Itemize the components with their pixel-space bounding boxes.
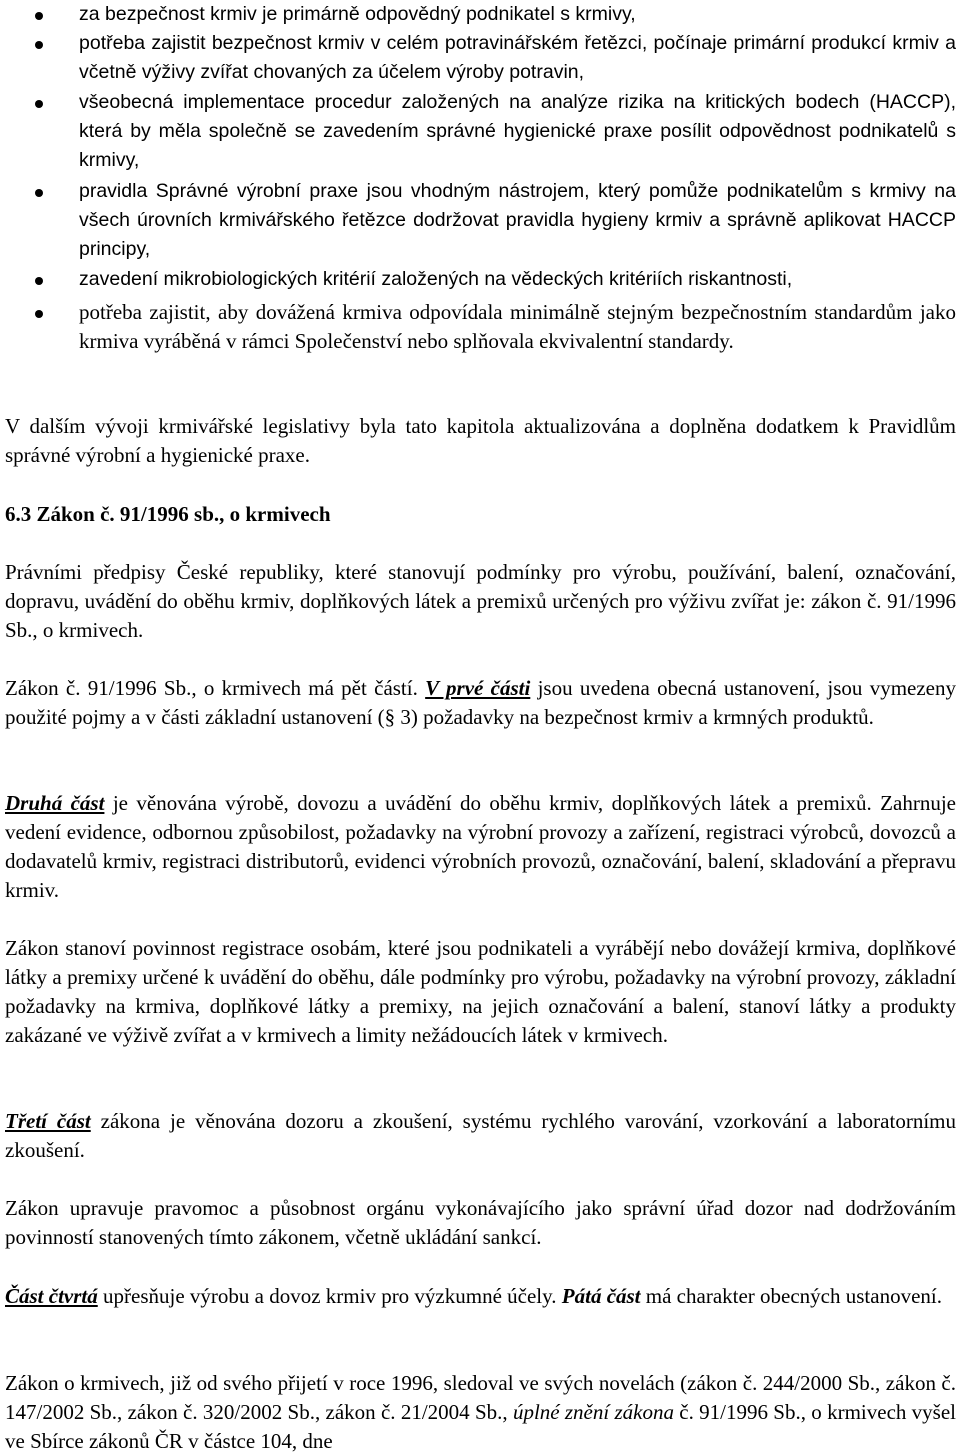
paragraph-prva-cast [5,674,956,732]
paragraph-druha-cast [5,789,956,905]
text-run: Zákon o krmivech, již od svého přijetí v roce 1996, sledoval ve svých novelách (zákon č. 244/2000 Sb., zákon č. 147/2002 Sb., zákon č. 320/2002 Sb., zákon č. 21/2004 Sb., [5,1371,956,1424]
bullet-icon [35,277,43,285]
emphasis-treti-cast: Třetí část [5,1109,91,1133]
bullet-icon [35,41,43,49]
list-item-text: pravidla Správné výrobní praxe jsou vhodným nástrojem, který pomůže podnikatelům s krmivy na všech úrovních krmivářského řetězce dodržovat pravidla hygieny krmiv a správně aplikovat HACCP principy, [79,180,956,260]
paragraph-ctvrta-cast [5,1282,956,1311]
list-item [0,88,956,175]
text-run: jsou uvedena obecná ustanovení, jsou vymezeny použité pojmy a v části základní ustanovení (§ 3) požadavky na bezpečnost krmiv a krmných produktů. [5,676,956,729]
list-item-text: zavedení mikrobiologických kritérií založených na vědeckých kritériích riskantnosti, [79,268,793,290]
list-item [0,29,956,87]
list-item [0,0,956,29]
list-item [0,265,956,294]
paragraph-predpisy: Právními předpisy České republiky, které stanovují podmínky pro výrobu, používání, balení, označování, dopravu, uvádění do oběhu krmiv, doplňkových látek a premixů určených pro výživu zvířat je: zákon č. 91/1996 Sb., o krmivech. [5,560,956,642]
list-item-text: potřeba zajistit, aby dovážená krmiva odpovídala minimálně stejným bezpečnostním standardům jako krmiva vyráběná v rámci Společenství nebo splňovala ekvivalentní standardy. [79,300,956,353]
text-run: č. 91/1996 Sb., o krmivech vyšel ve Sbírce zákonů ČR v částce 104, dne [5,1400,957,1453]
heading-number-title: 6.3 Zákon č. 91/1996 sb. [5,502,220,526]
list-item [0,177,956,264]
bullet-icon [35,189,43,197]
emphasis-pata-cast: Pátá část [561,1284,641,1308]
paragraph-pravomoc: Zákon upravuje pravomoc a působnost orgánu vykonávajícího jako správní úřad dozor nad dodržováním povinností stanovených tímto zákonem, včetně ukládání sankcí. [5,1196,956,1249]
section-heading [5,500,956,529]
emphasis-ctvrta-cast: Část čtvrtá [5,1284,98,1308]
list-item-text: potřeba zajistit bezpečnost krmiv v celém potravinářském řetězci, počínaje primární produkcí krmiv a včetně výživy zvířat chovaných za účelem výroby potravin, [79,32,956,83]
text-run: má charakter obecných ustanovení. [640,1284,942,1308]
text-run: Zákon č. 91/1996 Sb., o krmivech má pět částí. [5,676,426,700]
heading-subtitle: , o krmivech [219,502,331,526]
list-item-text: všeobecná implementace procedur založených na analýze rizika na kritických bodech (HACCP), která by měla společně se zavedením správné hygienické praxe posílit odpovědnost podnikatelů s krmivy, [79,91,956,171]
text-run: zákona je věnována dozoru a zkoušení, systému rychlého varování, vzorkování a laboratornímu zkoušení. [5,1109,956,1162]
emphasis-prva-cast: V prvé části [425,676,531,700]
paragraph-novely [5,1369,956,1456]
bullet-icon [35,100,43,108]
paragraph-update: V dalším vývoji krmivářské legislativy byla tato kapitola aktualizována a doplněna dodatkem k Pravidlům správné výrobní a hygienické praxe. [5,414,956,467]
emphasis-druha-cast: Druhá část [5,791,105,815]
emphasis-uplne-zneni: úplné znění zákona [512,1400,675,1424]
list-item [0,298,956,356]
paragraph-treti-cast [5,1107,956,1165]
text-run: upřesňuje výrobu a dovoz krmiv pro výzkumné účely. [97,1284,562,1308]
text-run: je věnována výrobě, dovozu a uvádění do oběhu krmiv, doplňkových látek a premixů. Zahrnuje vedení evidence, odbornou způsobilost, požadavky na výrobní provozy a zařízení, registraci výrobců, dovozců a dodavatelů krmiv, registraci distributorů, evidenci výrobních provozů, označování, balení, skladování a přepravu krmiv. [5,791,956,902]
paragraph-registrace: Zákon stanoví povinnost registrace osobám, které jsou podnikateli a vyrábějí nebo dovážejí krmiva, doplňkové látky a premixy určené k uvádění do oběhu, dále podmínky pro výrobu, požadavky na výrobní provozy, základní požadavky na krmiva, doplňkové látky a premixy, na jejich označování a balení, stanoví látky a produkty zakázané ve výživě zvířat a v krmivech a limity nežádoucích látek v krmivech. [5,936,956,1047]
bullet-icon [35,12,43,20]
list-item-text: za bezpečnost krmiv je primárně odpovědný podnikatel s krmivy, [79,3,636,25]
bullet-icon [35,310,43,318]
